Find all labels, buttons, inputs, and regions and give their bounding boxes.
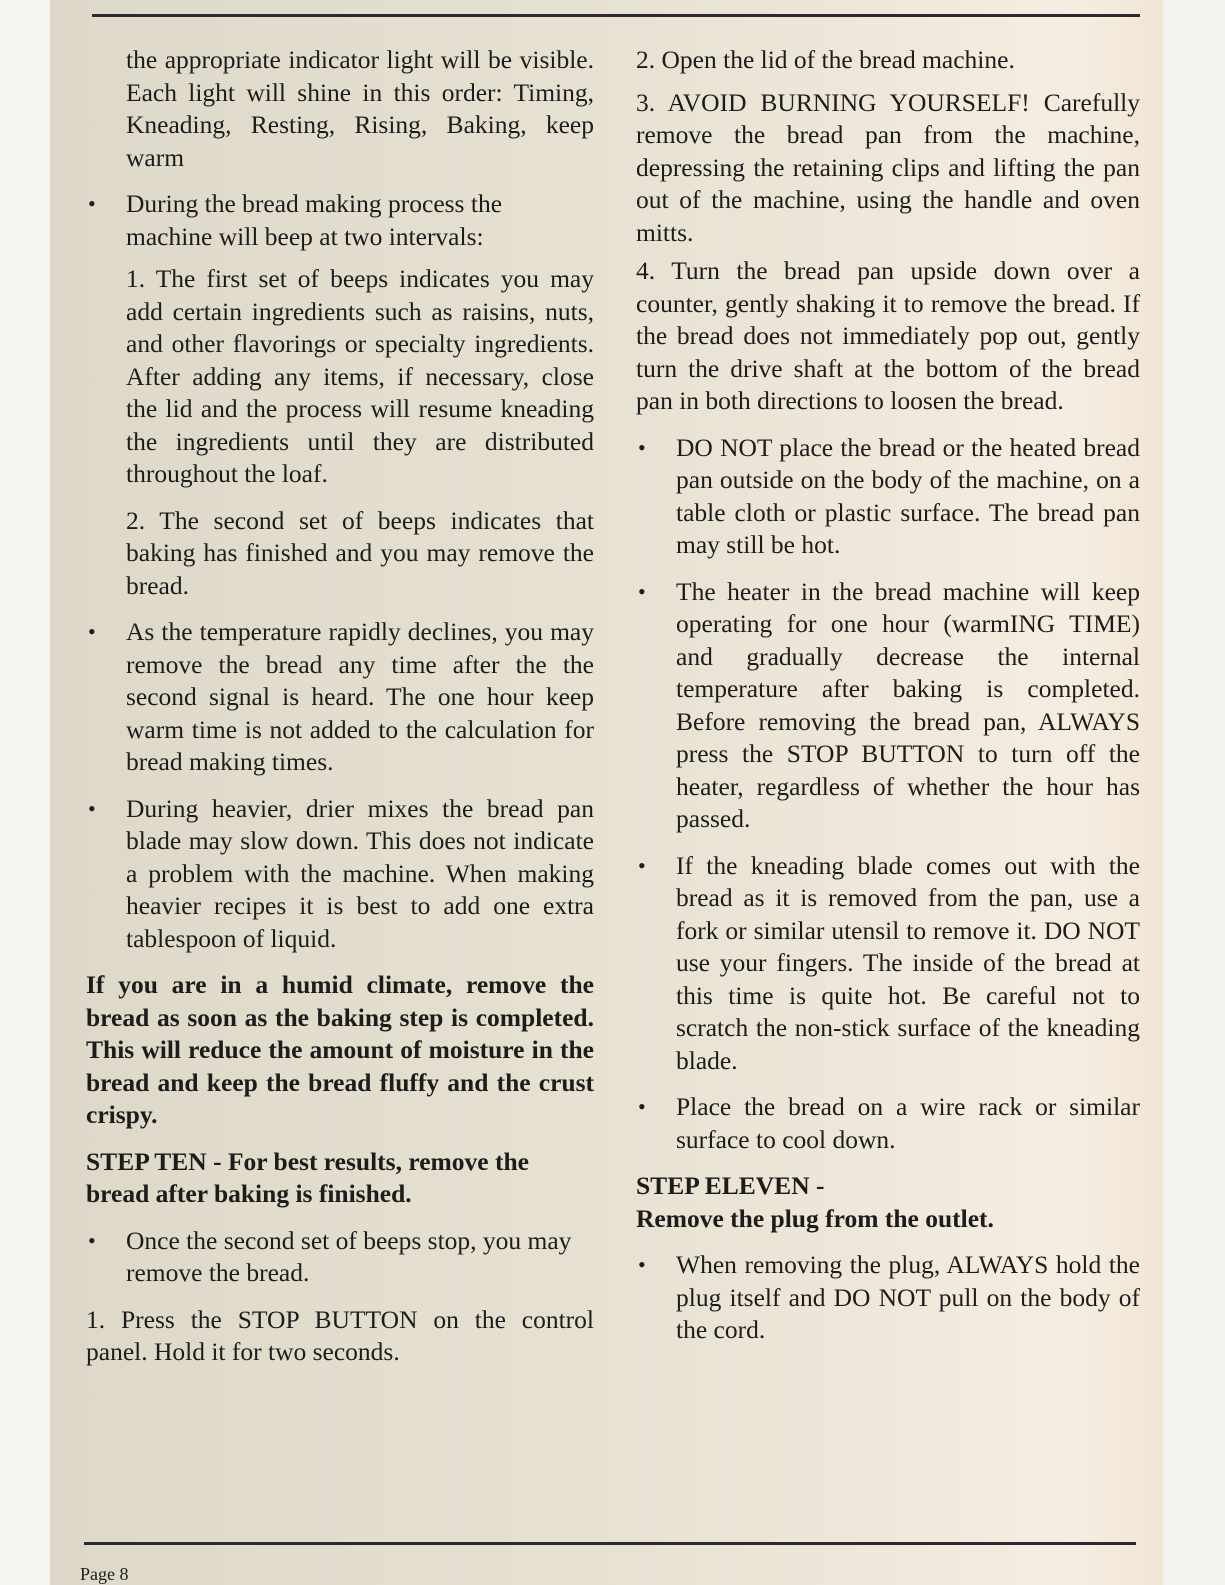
- bullet-dot-icon: •: [638, 1252, 646, 1277]
- first-beeps-text: 1. The first set of beeps indicates you may add certain ingredients such as raisins, nuts, and other flavorings or specialty ingredients. After adding any items, if necessary, close the lid and the process will resume kneading the ingredients until they are distributed throughout the loaf.: [126, 264, 594, 488]
- bullet-dot-icon: •: [88, 191, 96, 216]
- step-3-avoid-burning: 3. AVOID BURNING YOURSELF! Carefully remove the bread pan from the machine, depressing the retaining clips and lifting the pan out of the machine, using the handle and oven mitts.: [636, 87, 1140, 247]
- bullet-text: As the temperature rapidly declines, you may remove the bread any time after the the second signal is heard. The one hour keep warm time is not added to the calculation for bread making times.: [126, 617, 594, 776]
- bullet-text: The heater in the bread machine will keep operating for one hour (warmING TIME) and gradually decrease the internal temperature after baking is completed. Before removing the bread pan, ALWAYS press the STOP BUTTON to turn off the heater, regardless of whether the hour has passed.: [676, 576, 1140, 833]
- bullet-text: If the kneading blade comes out with the bread as it is removed from the pan, use a fork or similar utensil to remove it. DO NOT use your fingers. The inside of the bread at this time is quite hot. Be careful not to scratch the non-stick surface of the kneading blade.: [676, 850, 1140, 1075]
- step-ten-heading: STEP TEN - For best results, remove the bread after baking is finished.: [86, 1146, 529, 1208]
- manual-page: [50, 0, 1163, 1585]
- bottom-rule: [84, 1542, 1136, 1545]
- bullet-wire-rack: [636, 1091, 1140, 1156]
- scan-margin-left: [0, 0, 50, 1585]
- step-1-press-stop: 1. Press the STOP BUTTON on the control panel. Hold it for two seconds.: [86, 1304, 594, 1366]
- bullet-beep-intervals: [86, 188, 594, 253]
- left-column: [86, 44, 594, 1369]
- bullet-kneading-blade: [636, 850, 1140, 1078]
- top-rule: [92, 14, 1140, 17]
- second-beeps-text: 2. The second set of beeps indicates that baking has finished and you may remove the bread.: [126, 505, 594, 600]
- bullet-heater: [636, 576, 1140, 836]
- right-column: [636, 44, 1140, 1347]
- page-number: Page 8: [80, 1564, 129, 1584]
- step-2-open-lid: 2. Open the lid of the bread machine.: [636, 45, 1015, 74]
- bullet-once-beeps-stop: [86, 1225, 594, 1290]
- bullet-do-not-place: [636, 432, 1140, 562]
- bullet-dot-icon: •: [638, 1094, 646, 1119]
- bullet-text: DO NOT place the bread or the heated bread pan outside on the body of the machine, on a table cloth or plastic surface. The bread pan may still be hot.: [676, 432, 1140, 559]
- bullet-text: During heavier, drier mixes the bread pan blade may slow down. This does not indicate a problem with the machine. When making heavier recipes it is best to add one extra tablespoon of liquid.: [126, 793, 594, 953]
- bullet-dot-icon: •: [88, 619, 96, 644]
- bullet-dot-icon: •: [638, 578, 646, 604]
- step-eleven-subheading: Remove the plug from the outlet.: [636, 1203, 994, 1233]
- bullet-temperature: [86, 616, 594, 779]
- humid-climate-note: If you are in a humid climate, remove the bread as soon as the baking step is completed. This will reduce the amount of moisture in the bread and keep the bread fluffy and the crust crispy.: [86, 970, 594, 1129]
- bullet-text: During the bread making process the machine will beep at two intervals:: [126, 189, 503, 251]
- bullet-remove-plug: [636, 1249, 1140, 1347]
- bullet-text: When removing the plug, ALWAYS hold the plug itself and DO NOT pull on the body of the cord.: [676, 1250, 1140, 1344]
- bullet-dot-icon: •: [88, 1227, 96, 1253]
- bullet-heavier-mixes: [86, 793, 594, 956]
- step-4-turn-pan: 4. Turn the bread pan upside down over a counter, gently shaking it to remove the bread. If the bread does not immediately pop out, gently turn the drive shaft at the bottom of the bread pan in both directions to loosen the bread.: [636, 256, 1140, 415]
- bullet-text: Once the second set of beeps stop, you may remove the bread.: [126, 1225, 572, 1287]
- bullet-text: Place the bread on a wire rack or similar surface to cool down.: [676, 1092, 1140, 1154]
- bullet-dot-icon: •: [88, 795, 96, 821]
- bullet-dot-icon: •: [638, 434, 646, 460]
- bullet-dot-icon: •: [638, 852, 646, 878]
- step-eleven-heading: STEP ELEVEN -: [636, 1171, 825, 1200]
- scan-margin-right: [1163, 0, 1225, 1585]
- indicator-light-text: the appropriate indicator light will be visible. Each light will shine in this order: Timing, Kneading, Resting, Rising, Baking, keep warm: [126, 45, 594, 172]
